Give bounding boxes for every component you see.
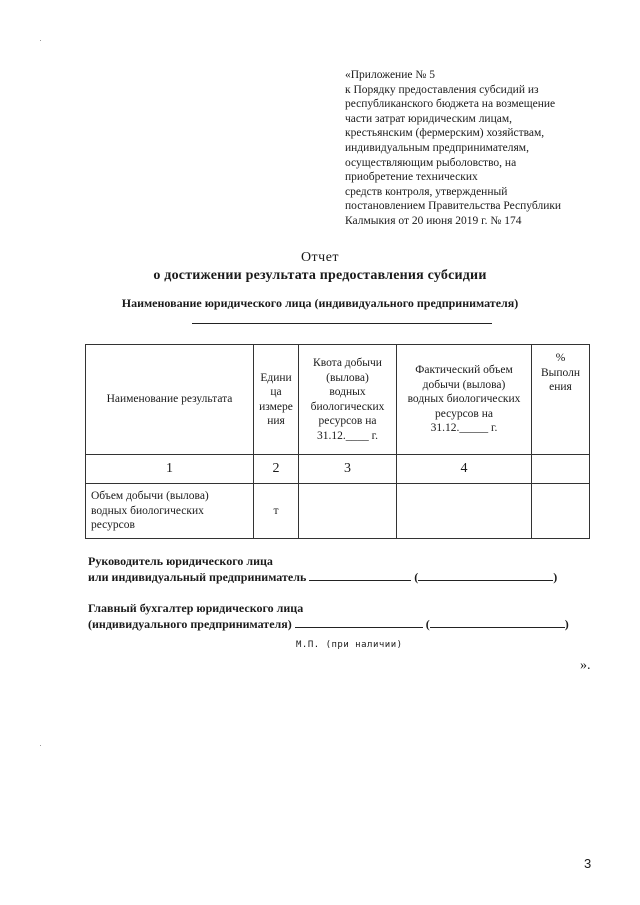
- header-percent: % Выполн ения: [532, 345, 590, 455]
- table-header-row: [86, 345, 590, 455]
- appendix-line: к Порядку предоставления субсидий из: [345, 83, 539, 96]
- head-signature-field[interactable]: [309, 569, 411, 581]
- percent-cell[interactable]: [532, 484, 590, 539]
- appendix-line: республиканского бюджета на возмещение: [345, 98, 556, 111]
- scan-mark: [40, 40, 41, 41]
- appendix-line: части затрат юридическим лицам,: [345, 112, 512, 125]
- entity-name-field[interactable]: [192, 323, 492, 324]
- report-title: Отчет: [300, 250, 340, 265]
- open-paren: (: [425, 617, 430, 631]
- appendix-line: приобретение технических: [345, 171, 478, 184]
- column-number: [532, 455, 590, 484]
- unit-cell: т: [254, 484, 299, 539]
- result-name-cell: Объем добычи (вылова) водных биологических ресурсов: [86, 484, 254, 539]
- appendix-header: [345, 68, 610, 229]
- report-table: [85, 344, 590, 539]
- close-paren: ): [564, 617, 569, 631]
- column-number: 3: [299, 455, 397, 484]
- appendix-line: Калмыкия от 20 июня 2019 г. № 174: [345, 214, 522, 227]
- table-row: [86, 484, 590, 539]
- header-quota: Квота добычи (вылова) водных биологических ресурсов на 31.12.____ г.: [299, 345, 397, 455]
- accountant-signature-block: [88, 600, 569, 632]
- actual-cell[interactable]: [397, 484, 532, 539]
- close-paren: ): [553, 570, 558, 584]
- open-paren: (: [414, 570, 419, 584]
- column-number: 2: [254, 455, 299, 484]
- appendix-line: средств контроля, утвержденный: [345, 185, 508, 198]
- head-signature-block: [88, 553, 557, 585]
- scan-mark: [40, 745, 41, 746]
- accountant-signature-field[interactable]: [295, 616, 423, 628]
- column-number: 4: [397, 455, 532, 484]
- appendix-line: постановлением Правительства Республики: [345, 200, 562, 213]
- entity-name-label: Наименование юридического лица (индивидуального предпринимателя): [121, 296, 519, 310]
- appendix-line: «Приложение № 5: [345, 69, 435, 81]
- page-number: 3: [584, 856, 592, 871]
- appendix-line: крестьянским (фермерским) хозяйствам,: [345, 127, 545, 140]
- head-title-line2: или индивидуальный предприниматель: [88, 570, 307, 584]
- stamp-note: М.П. (при наличии): [296, 640, 403, 650]
- head-title-line1: Руководитель юридического лица: [88, 554, 273, 568]
- header-result-name: Наименование результата: [86, 345, 254, 455]
- appendix-line: индивидуальным предпринимателям,: [345, 141, 529, 154]
- accountant-title-line1: Главный бухгалтер юридического лица: [88, 601, 304, 615]
- quota-cell[interactable]: [299, 484, 397, 539]
- head-name-field[interactable]: [418, 569, 553, 581]
- report-subtitle: о достижении результата предоставления субсидии: [153, 268, 487, 283]
- table-number-row: [86, 455, 590, 484]
- accountant-name-field[interactable]: [430, 616, 565, 628]
- accountant-title-line2: (индивидуального предпринимателя): [88, 617, 292, 631]
- header-actual: Фактический объем добычи (вылова) водных биологических ресурсов на 31.12._____ г.: [397, 345, 532, 455]
- closing-quote: ».: [580, 658, 591, 673]
- appendix-line: осуществляющим рыболовство, на: [345, 156, 517, 169]
- header-unit: Едини ца измере ния: [254, 345, 299, 455]
- column-number: 1: [86, 455, 254, 484]
